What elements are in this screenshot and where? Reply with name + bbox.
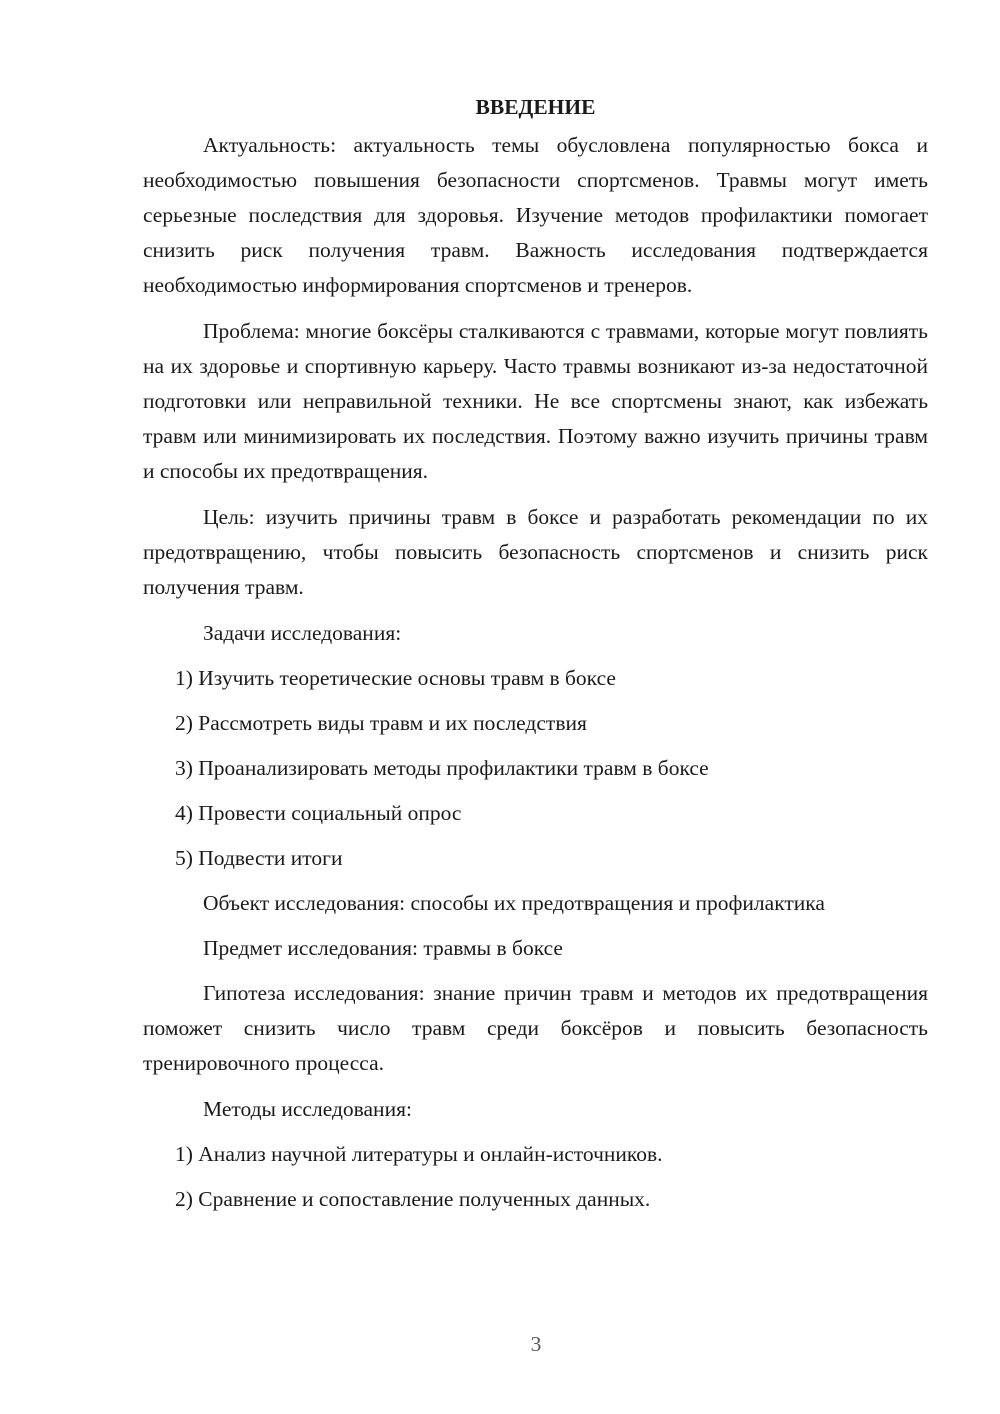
method-item: 1) Анализ научной литературы и онлайн-источников. [175, 1142, 663, 1166]
page-number: 3 [530, 1332, 542, 1356]
object-line: Объект исследования: способы их предотвращения и профилактика [203, 891, 825, 915]
hypothesis-paragraph: Гипотеза исследования: знание причин травм и методов их предотвращения поможет снизить число травм среди боксёров и повысить безопасность тренировочного процесса. [143, 981, 928, 1075]
relevance-paragraph: Актуальность: актуальность темы обусловлена популярностью бокса и необходимостью повышения безопасности спортсменов. Травмы могут иметь серьезные последствия для здоровья. Изучение методов профилактики помогает снизить риск получения травм. Важность исследования подтверждается необходимостью информирования спортсменов и тренеров. [143, 133, 928, 297]
document-body [143, 90, 928, 1227]
methods-heading: Методы исследования: [203, 1097, 412, 1121]
method-item: 2) Сравнение и сопоставление полученных данных. [175, 1187, 651, 1211]
subject-line: Предмет исследования: травмы в боксе [203, 936, 563, 960]
task-item: 1) Изучить теоретические основы травм в боксе [175, 666, 616, 690]
task-item: 4) Провести социальный опрос [175, 801, 462, 825]
task-item: 3) Проанализировать методы профилактики травм в боксе [175, 756, 709, 780]
tasks-heading: Задачи исследования: [203, 621, 402, 645]
section-title: ВВЕДЕНИЕ [475, 95, 596, 119]
task-item: 2) Рассмотреть виды травм и их последствия [175, 711, 587, 735]
problem-paragraph: Проблема: многие боксёры сталкиваются с травмами, которые могут повлиять на их здоровье и спортивную карьеру. Часто травмы возникают из-за недостаточной подготовки или неправильной техники. Не все спортсмены знают, как избежать травм или минимизировать их последствия. Поэтому важно изучить причины травм и способы их предотвращения. [143, 319, 928, 483]
goal-paragraph: Цель: изучить причины травм в боксе и разработать рекомендации по их предотвращению, чтобы повысить безопасность спортсменов и снизить риск получения травм. [143, 505, 928, 599]
task-item: 5) Подвести итоги [175, 846, 343, 870]
